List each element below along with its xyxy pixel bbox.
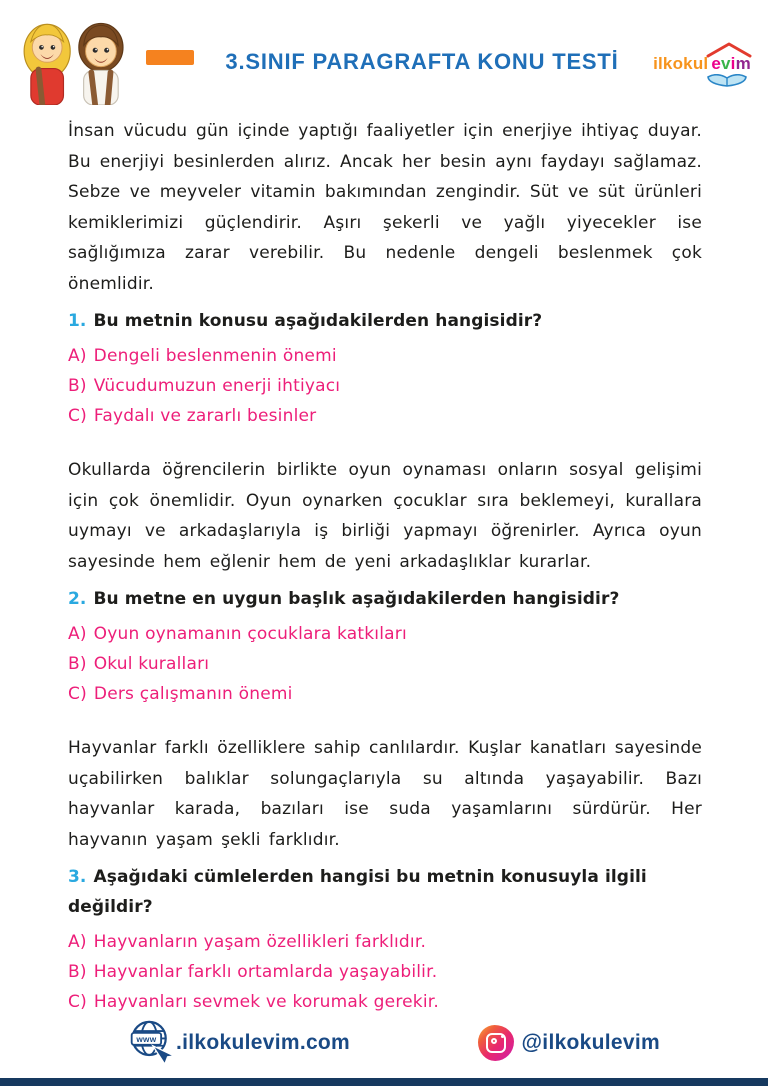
- option-text: Hayvanlar farklı ortamlarda yaşayabilir.: [93, 962, 438, 982]
- reading-paragraph: İnsan vücudu gün içinde yaptığı faaliyetler için enerjiye ihtiyaç duyar. Bu enerjiyi besinlerden alırız. Ancak her besin aynı faydayı sağlamaz. Sebze ve meyveler vitamin bakımından zengindir. Süt ve süt ürünleri kemiklerimizi güçlendirir. Aşırı şekerli ve yağlı yiyecekler ise sağlığımıza zarar verebilir. Bu nedenle dengeli beslenmek çok önemlidir.: [68, 121, 702, 294]
- option-label: B): [68, 962, 87, 982]
- reading-paragraph: Hayvanlar farklı özelliklere sahip canlılardır. Kuşlar kanatları sayesinde uçabilirken balıklar solungaçlarıyla su altında yaşayabilir. Bazı hayvanlar karada, bazıları ise suda yaşamlarını sürdürür. Her hayvanın yaşam şekli farklıdır.: [68, 738, 702, 850]
- page-header: [0, 0, 768, 106]
- instagram-handle: @ilkokulevim: [521, 1031, 660, 1054]
- question-number: 2.: [68, 589, 87, 609]
- option-label: B): [68, 654, 87, 674]
- option-label: C): [68, 992, 87, 1012]
- answer-option-a[interactable]: [68, 927, 702, 957]
- answer-option-b[interactable]: [68, 371, 702, 401]
- answer-option-b[interactable]: [68, 649, 702, 679]
- test-section-1: [68, 116, 702, 431]
- open-book-icon: [706, 74, 748, 88]
- option-label: B): [68, 376, 87, 396]
- orange-dash-divider: [146, 50, 194, 65]
- question-3: [68, 862, 702, 922]
- option-text: Vücudumuzun enerji ihtiyacı: [93, 376, 341, 396]
- option-label: A): [68, 346, 87, 366]
- kids-illustration: [12, 9, 138, 105]
- answer-option-a[interactable]: [68, 619, 702, 649]
- website-link[interactable]: [128, 1018, 350, 1068]
- question-text: Bu metne en uygun başlık aşağıdakilerden hangisidir?: [93, 589, 620, 609]
- question-number: 3.: [68, 867, 87, 887]
- globe-www-cursor-icon: [128, 1018, 174, 1068]
- question-text: Bu metnin konusu aşağıdakilerden hangisidir?: [93, 311, 543, 331]
- option-label: C): [68, 684, 87, 704]
- option-text: Dengeli beslenmenin önemi: [93, 346, 337, 366]
- website-text: .ilkokulevim.com: [176, 1031, 351, 1054]
- option-text: Faydalı ve zararlı besinler: [93, 406, 317, 426]
- option-label: A): [68, 932, 87, 952]
- option-text: Hayvanların yaşam özellikleri farklıdır.: [93, 932, 427, 952]
- test-section-3: [68, 733, 702, 1017]
- page-title: 3.SINIF PARAGRAFTA KONU TESTİ: [225, 49, 619, 74]
- option-text: Oyun oynamanın çocuklara katkıları: [93, 624, 407, 644]
- question-2: [68, 584, 702, 614]
- ilkokulevim-logo: [650, 40, 754, 74]
- globe-www-label: www: [136, 1035, 157, 1045]
- logo-text: [650, 54, 754, 74]
- option-text: Hayvanları sevmek ve korumak gerekir.: [93, 992, 439, 1012]
- answer-option-a[interactable]: [68, 341, 702, 371]
- reading-paragraph: Okullarda öğrencilerin birlikte oyun oynaması onların sosyal gelişimi için çok önemlidir. Oyun oynarken çocuklar sıra beklemeyi, kurallara uymayı ve arkadaşlarıyla iş birliği yapmayı öğrenirler. Ayrıca oyun sayesinde hem eğlenir hem de yeni arkadaşlıklar kurarlar.: [68, 460, 702, 572]
- option-label: C): [68, 406, 87, 426]
- instagram-icon: [478, 1025, 514, 1061]
- logo-word-evim: evim: [711, 54, 751, 73]
- logo-word-ilkokul: ilkokul: [653, 54, 709, 73]
- answer-option-c[interactable]: [68, 401, 702, 431]
- option-label: A): [68, 624, 87, 644]
- answer-option-b[interactable]: [68, 957, 702, 987]
- answer-option-c[interactable]: [68, 987, 702, 1017]
- test-section-2: [68, 455, 702, 709]
- question-text: Aşağıdaki cümlelerden hangisi bu metnin konusuyla ilgili değildir?: [68, 867, 647, 917]
- instagram-link[interactable]: [478, 1025, 660, 1061]
- option-text: Ders çalışmanın önemi: [93, 684, 293, 704]
- worksheet-body: [0, 106, 768, 1017]
- question-number: 1.: [68, 311, 87, 331]
- answer-option-c[interactable]: [68, 679, 702, 709]
- option-text: Okul kuralları: [93, 654, 210, 674]
- question-1: [68, 306, 702, 336]
- page-footer: [0, 1018, 768, 1068]
- bottom-navy-bar: [0, 1078, 768, 1086]
